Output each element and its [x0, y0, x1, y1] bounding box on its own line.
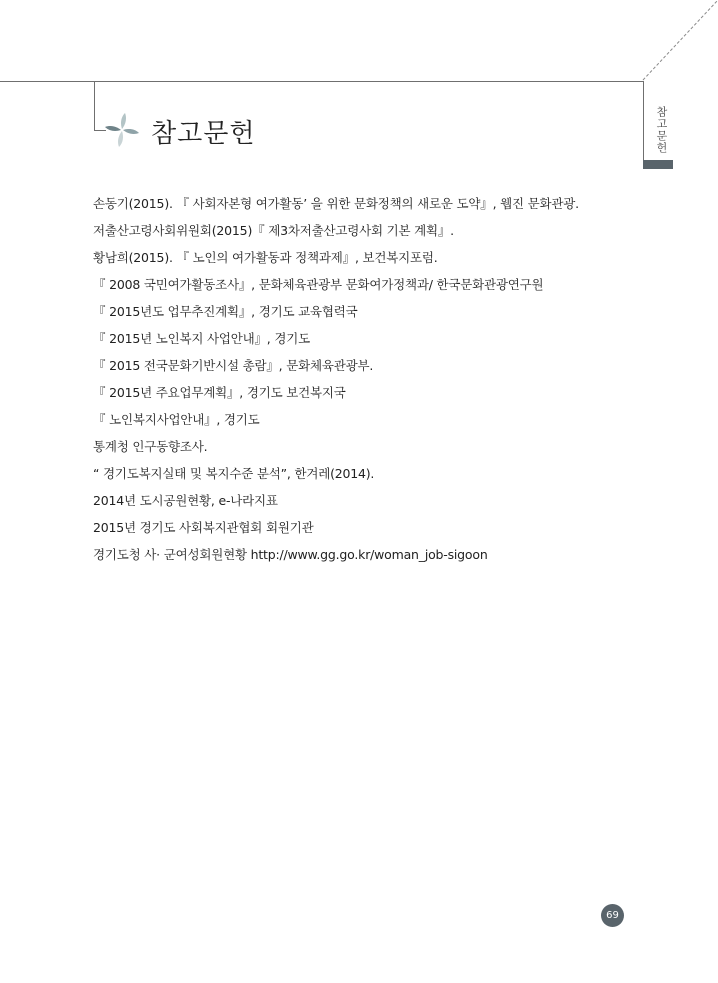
- reference-item: 손동기(2015). 『 사회자본형 여가활동’ 을 위한 문화정책의 새로운 도약』, 웹진 문화관광.: [93, 196, 579, 211]
- reference-item: 2015년 경기도 사회복지관협회 회원기관: [93, 520, 314, 535]
- frame-right-line: [643, 81, 644, 161]
- reference-item: 2014년 도시공원현황, e-나라지표: [93, 493, 278, 508]
- reference-item: 저출산고령사회위원회(2015)『 제3차저출산고령사회 기본 계획』.: [93, 223, 454, 238]
- reference-item: “ 경기도복지실태 및 복지수준 분석”, 한겨레(2014).: [93, 466, 375, 481]
- page-number-badge: 69: [601, 904, 624, 927]
- title-bracket-vertical: [94, 82, 95, 130]
- reference-item: 『 2015년 노인복지 사업안내』, 경기도: [93, 331, 310, 346]
- reference-item: 『 2008 국민여가활동조사』, 문화체육관광부 문화여가정책과/ 한국문화관광연구원: [93, 277, 544, 292]
- reference-item: 『 2015년 주요업무계획』, 경기도 보건복지국: [93, 385, 346, 400]
- reference-item: 통계청 인구동향조사.: [93, 439, 208, 454]
- page-title: 참고문헌: [151, 119, 256, 149]
- reference-item: 황남희(2015). 『 노인의 여가활동과 정책과제』, 보건복지포럼.: [93, 250, 438, 265]
- corner-decoration: [642, 0, 718, 82]
- frame-top-line: [0, 81, 643, 82]
- reference-item: 『 2015 전국문화기반시설 총람』, 문화체육관광부.: [93, 358, 374, 373]
- reference-item: 『 2015년도 업무추진계획』, 경기도 교육협력국: [93, 304, 358, 319]
- side-tab-bar: [643, 160, 673, 169]
- leaf-cross-icon: [104, 112, 140, 148]
- side-tab-label: 참고문헌: [655, 106, 668, 154]
- reference-list: [93, 190, 623, 568]
- reference-item: 『 노인복지사업안내』, 경기도: [93, 412, 260, 427]
- reference-item: 경기도청 사· 군여성회원현황 http://www.gg.go.kr/woman_job-sigoon: [93, 547, 488, 562]
